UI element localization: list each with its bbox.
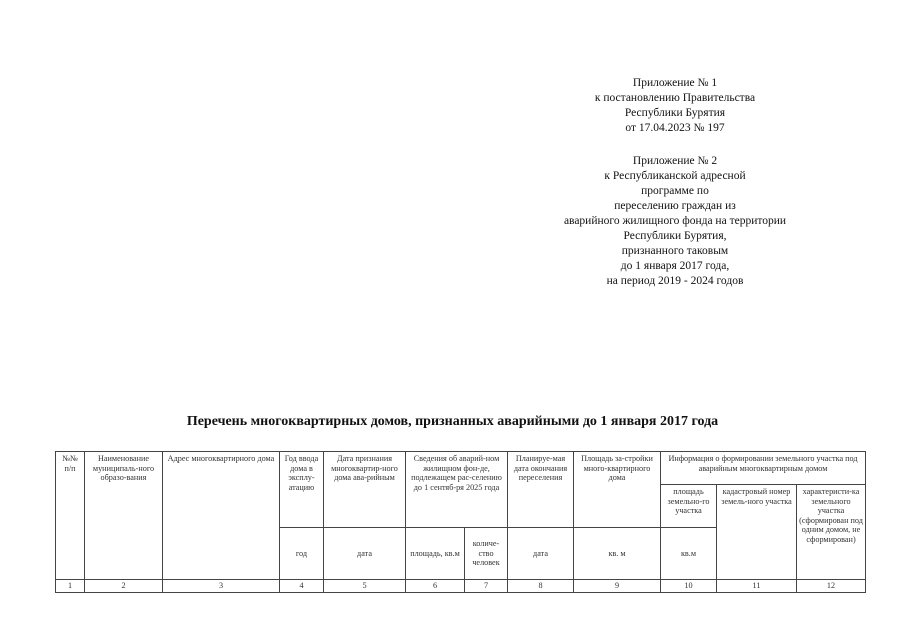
header-cell-cadastral: кадастровый номер земель-ного участка bbox=[717, 485, 797, 580]
column-number-cell: 8 bbox=[508, 580, 574, 593]
table-header-row bbox=[56, 452, 866, 485]
appendix-2-line: Приложение № 2 bbox=[632, 155, 718, 167]
unit-cell-people: количе-ство человек bbox=[465, 528, 508, 580]
column-number-cell: 4 bbox=[280, 580, 324, 593]
appendix-2-line: признанного таковым bbox=[621, 245, 729, 257]
column-number-cell: 9 bbox=[574, 580, 661, 593]
header-cell-land-area: площадь земельно-го участка bbox=[661, 485, 717, 528]
header-cell-date-declared: Дата признания многоквартир-ного дома ава-рийным bbox=[324, 452, 406, 528]
appendix-1-line: Приложение № 1 bbox=[632, 77, 718, 89]
header-cell-address: Адрес многоквартирного дома bbox=[163, 452, 280, 580]
unit-cell-planned-date: дата bbox=[508, 528, 574, 580]
housing-register-table bbox=[55, 451, 866, 593]
appendix-1-block bbox=[530, 76, 820, 136]
unit-cell-land-sq-m: кв.м bbox=[661, 528, 717, 580]
appendix-2-line: Республики Бурятия, bbox=[623, 230, 727, 242]
column-number-cell: 11 bbox=[717, 580, 797, 593]
unit-cell-year: год bbox=[280, 528, 324, 580]
column-numbers-row bbox=[56, 580, 866, 593]
column-number-cell: 10 bbox=[661, 580, 717, 593]
appendix-1-line: от 17.04.2023 № 197 bbox=[625, 122, 725, 134]
unit-cell-date: дата bbox=[324, 528, 406, 580]
unit-cell-sq-m: кв. м bbox=[574, 528, 661, 580]
appendix-2-line: программе по bbox=[641, 185, 709, 197]
appendix-1-line: Республики Бурятия bbox=[624, 107, 726, 119]
header-cell-municipality: Наименование муниципаль-ного образо-вания bbox=[85, 452, 163, 580]
appendix-1-line: к постановлению Правительства bbox=[594, 92, 756, 104]
column-number-cell: 2 bbox=[85, 580, 163, 593]
document-title: Перечень многоквартирных домов, признанных аварийными до 1 января 2017 года bbox=[186, 414, 719, 429]
column-number-cell: 7 bbox=[465, 580, 508, 593]
column-number-cell: 5 bbox=[324, 580, 406, 593]
column-number-cell: 1 bbox=[56, 580, 85, 593]
header-cell-planned-end: Планируе-мая дата окончания переселения bbox=[508, 452, 574, 528]
column-number-cell: 12 bbox=[797, 580, 866, 593]
header-cell-number: №№ п/п bbox=[56, 452, 85, 580]
appendix-2-line: на период 2019 - 2024 годов bbox=[606, 275, 744, 287]
header-cell-land-info: Информация о формировании земельного участка под аварийным многоквартирным домом bbox=[661, 452, 866, 485]
column-number-cell: 6 bbox=[406, 580, 465, 593]
header-cell-housing-info: Сведения об аварий-ном жилищном фон-де, подлежащем рас-селению до 1 сентяб-ря 2025 года bbox=[406, 452, 508, 528]
appendix-2-line: до 1 января 2017 года, bbox=[620, 260, 730, 272]
unit-cell-area: площадь, кв.м bbox=[406, 528, 465, 580]
header-cell-built-area: Площадь за-стройки много-квартирного дома bbox=[574, 452, 661, 528]
header-cell-year-built: Год ввода дома в эксплу-атацию bbox=[280, 452, 324, 528]
appendix-2-line: к Республиканской адресной bbox=[604, 170, 746, 182]
appendix-2-block bbox=[530, 154, 820, 289]
header-cell-land-characteristics: характеристи-ка земельного участка (сформирован под одним домом, не сформирован) bbox=[797, 485, 866, 580]
appendix-2-line: переселению граждан из bbox=[614, 200, 736, 212]
appendix-2-line: аварийного жилищного фонда на территории bbox=[563, 215, 787, 227]
column-number-cell: 3 bbox=[163, 580, 280, 593]
